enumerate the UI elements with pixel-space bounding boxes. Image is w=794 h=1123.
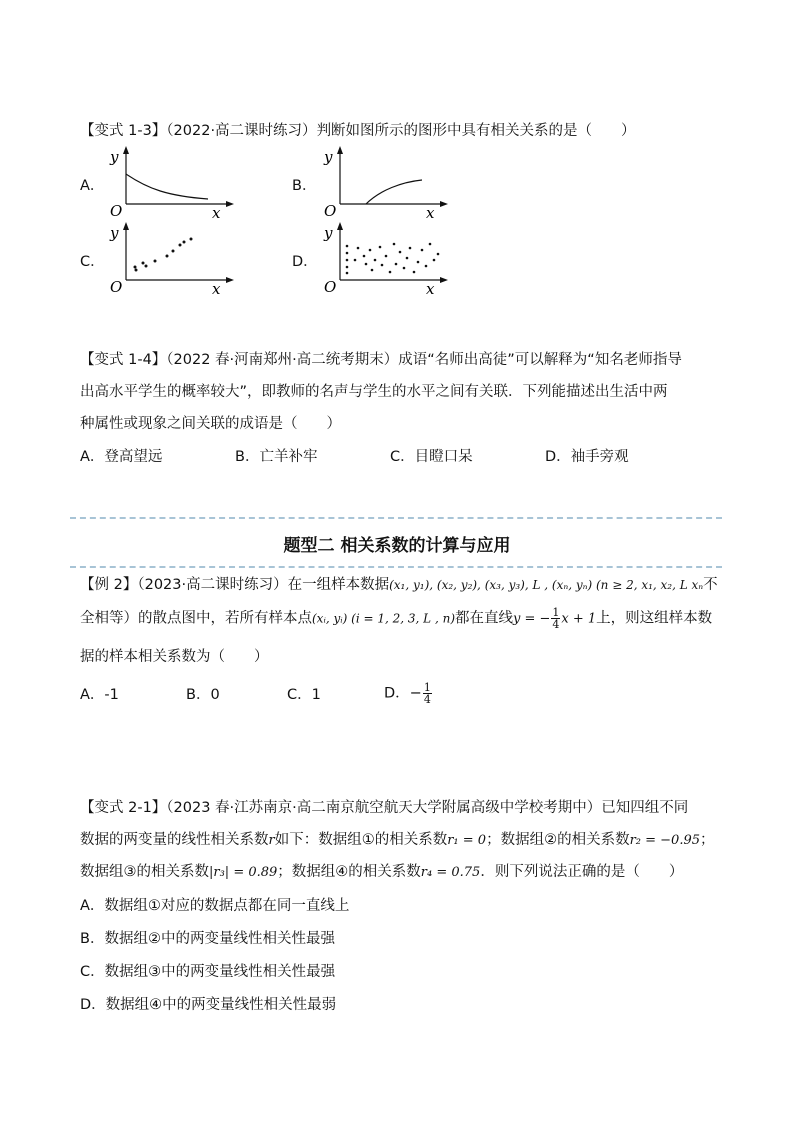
graph-d-point (395, 263, 398, 266)
sample-point-formula: (xᵢ, yᵢ) (i = 1, 2, 3, L , n) (312, 611, 455, 626)
question-text: 数据的两变量的线性相关系数 (80, 832, 269, 848)
section-divider-bottom (70, 566, 722, 568)
graph-a-x-arrow (226, 201, 234, 207)
r2-value: r₂ = −0.95 (629, 833, 700, 848)
example-2-line-1 (80, 575, 718, 595)
graph-d-point (437, 253, 440, 256)
question-text: 都在直线 (455, 610, 513, 627)
option-d-fraction (423, 682, 432, 705)
graph-d-point (379, 246, 382, 249)
graph-d-point (421, 249, 424, 252)
option-d-prefix: D．− (384, 685, 422, 702)
graph-d-point (381, 264, 384, 267)
question-1-4-line-1 (80, 350, 682, 370)
graph-b-curve (366, 180, 422, 204)
option-d-letter: D． (292, 254, 318, 270)
question-tag: 【变式 1-4】 (80, 352, 167, 368)
option-d: D．袖手旁观 (545, 449, 629, 465)
graph-d-y-label: y (324, 224, 333, 242)
graph-d-point (425, 265, 428, 268)
graph-d-point (433, 259, 436, 262)
question-tag: 【变式 2-1】 (80, 800, 167, 816)
question-1-3-stem (80, 121, 636, 141)
graph-a (108, 144, 238, 222)
example-2-line-3: 据的样本相关系数为（ ） (80, 649, 269, 665)
question-tag: 【变式 1-3】 (80, 123, 167, 139)
question-text: 上，则这组样本数 (596, 610, 713, 627)
graph-d-point (346, 252, 349, 255)
graph-b-x-arrow (440, 201, 448, 207)
graph-d-point (406, 257, 409, 260)
graph-d-point (393, 243, 396, 246)
graph-d-point (363, 255, 366, 258)
graph-d-point (365, 263, 368, 266)
graph-d-y-arrow (337, 222, 343, 230)
graph-c-point (179, 244, 182, 247)
r3-value: |r₃| = 0.89 (209, 865, 278, 880)
question-text: 在一组样本数据 (287, 577, 390, 593)
graph-c-point (135, 269, 138, 272)
graph-d-scatter-points (346, 243, 440, 275)
graph-d-x-arrow (440, 277, 448, 283)
line-equation-lhs: y = − (513, 611, 551, 627)
r1-value: r₁ = 0 (447, 833, 487, 848)
option-a: A．登高望远 (80, 449, 163, 465)
graph-d-point (346, 272, 349, 275)
graph-d-x-label: x (426, 280, 435, 298)
question-text: ．则下列说法正确的是（ ） (480, 864, 684, 880)
graph-c-x-arrow (226, 277, 234, 283)
question-text: 成语“名师出高徒”可以解释为“知名老师指导 (398, 352, 682, 368)
option-c: C．数据组③中的两变量线性相关性最强 (80, 964, 336, 980)
question-source: （2022·高二课时练习） (166, 123, 317, 139)
question-2-1-line-2 (80, 830, 715, 851)
question-text: 全相等）的散点图中，若所有样本点 (80, 610, 312, 627)
question-text: 不 (703, 577, 718, 593)
graph-b-y-arrow (337, 146, 343, 154)
graph-b-y-label: y (324, 148, 333, 166)
graph-d-point (357, 247, 360, 250)
sample-data-formula: (x₁, y₁), (x₂, y₂), (x₃, y₃), L , (xₙ, yₙ) (n ≥ 2, x₁, x₂, L xₙ (389, 578, 704, 592)
graph-a-curve (126, 174, 208, 199)
graph-d-point (403, 267, 406, 270)
fraction-numerator: 1 (552, 606, 560, 619)
graph-c-point (134, 266, 137, 269)
graph-c-point (166, 255, 169, 258)
question-text: 如下：数据组①的相关系数 (274, 832, 448, 848)
graph-b-origin-label: O (324, 202, 337, 220)
graph-c-origin-label: O (110, 278, 123, 296)
graph-d-origin-label: O (324, 278, 337, 296)
option-d (384, 682, 433, 705)
graph-d-point (417, 261, 420, 264)
r4-value: r₄ = 0.75 (420, 865, 481, 880)
question-text: 判断如图所示的图形中具有相关关系的是（ ） (316, 123, 636, 139)
graph-a-x-label: x (212, 204, 221, 222)
graph-d-point (346, 245, 349, 248)
graph-c-point (172, 250, 175, 253)
option-b: B．0 (186, 687, 220, 703)
graph-c-point (145, 265, 148, 268)
question-tag: 【例 2】 (80, 577, 138, 593)
graph-c-x-label: x (212, 280, 221, 298)
question-1-4-line-2: 出高水平学生的概率较大”，即教师的名声与学生的水平之间有关联．下列能描述出生活中两 (80, 384, 668, 400)
option-a: A．数据组①对应的数据点都在同一直线上 (80, 898, 350, 914)
question-text: ；数据组④的相关系数 (277, 864, 421, 880)
graph-a-origin-label: O (110, 202, 123, 220)
question-1-4-line-3: 种属性或现象之间关联的成语是（ ） (80, 416, 341, 432)
question-text: ； (700, 832, 715, 848)
option-a-letter: A． (80, 178, 105, 194)
graph-c-y-label: y (110, 224, 119, 242)
option-c-letter: C． (80, 254, 105, 270)
graph-d-point (413, 271, 416, 274)
option-c: C．1 (287, 687, 321, 703)
fraction-denominator: 4 (552, 618, 560, 631)
graph-c-scatter-points (134, 238, 193, 272)
graph-c-point (154, 260, 157, 263)
graph-d-point (409, 247, 412, 250)
question-text: ；数据组②的相关系数 (486, 832, 630, 848)
line-equation-fraction (551, 607, 560, 630)
graph-d-point (346, 259, 349, 262)
question-text: 数据组③的相关系数 (80, 864, 209, 880)
graph-d-point (429, 243, 432, 246)
graph-c-y-arrow (123, 222, 129, 230)
graph-d-point (354, 259, 357, 262)
option-d: D．数据组④中的两变量线性相关性最弱 (80, 997, 337, 1013)
r-symbol: r (268, 833, 275, 848)
question-source: （2023 春·江苏南京·高二南京航空航天大学附属高级中学校考期中） (166, 800, 602, 816)
option-a: A．-1 (80, 687, 119, 703)
graph-c-point (190, 238, 193, 241)
option-b: B．亡羊补牢 (235, 449, 318, 465)
question-2-1-line-1 (80, 798, 688, 818)
graph-d-point (371, 269, 374, 272)
graph-d-point (346, 266, 349, 269)
graph-c (108, 220, 238, 298)
fraction-numerator: 1 (423, 681, 431, 694)
graph-a-y-label: y (110, 148, 119, 166)
graph-d-point (399, 251, 402, 254)
graph-c-point (142, 262, 145, 265)
graph-c-point (183, 241, 186, 244)
option-c: C．目瞪口呆 (390, 449, 473, 465)
graph-d-point (369, 249, 372, 252)
graph-d-point (374, 259, 377, 262)
section-title: 题型二 相关系数的计算与应用 (283, 536, 511, 556)
example-2-line-2 (80, 607, 712, 630)
section-divider-top (70, 517, 722, 519)
graph-d (322, 220, 452, 298)
graph-d-point (389, 271, 392, 274)
option-b: B．数据组②中的两变量线性相关性最强 (80, 931, 335, 947)
question-source: （2022 春·河南郑州·高二统考期末） (166, 352, 399, 368)
question-source: （2023·高二课时练习） (137, 577, 288, 593)
fraction-denominator: 4 (423, 693, 431, 706)
graph-a-y-arrow (123, 146, 129, 154)
graph-b-x-label: x (426, 204, 435, 222)
question-text: 已知四组不同 (601, 800, 689, 816)
line-equation-rhs: x + 1 (561, 611, 597, 627)
graph-b (322, 144, 452, 222)
graph-d-point (385, 255, 388, 258)
question-2-1-line-3 (80, 862, 683, 883)
option-b-letter: B． (292, 178, 317, 194)
